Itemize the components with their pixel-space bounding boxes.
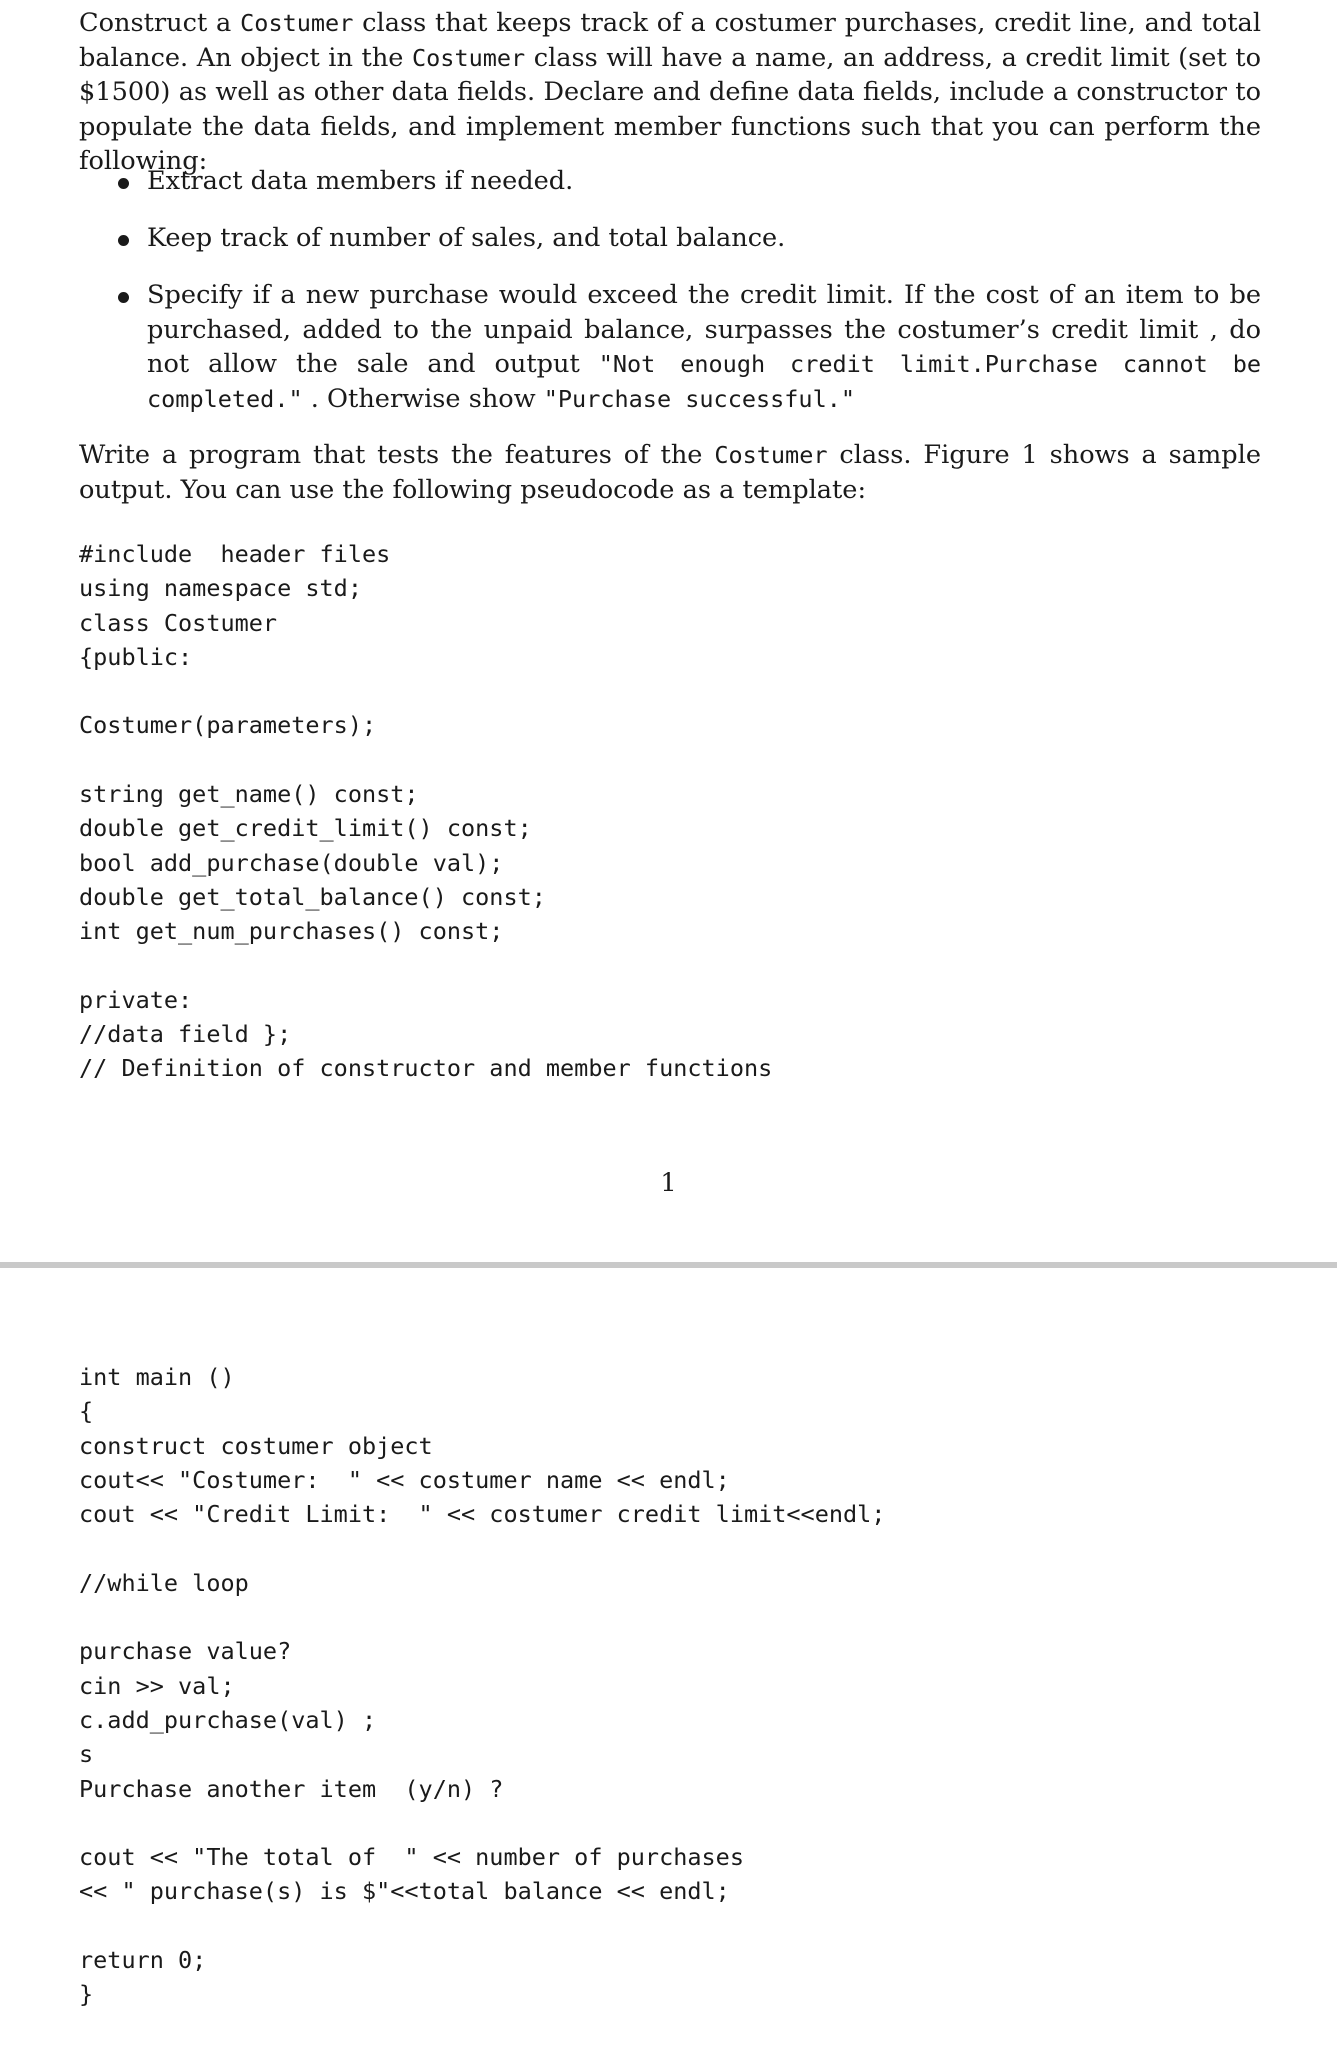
intro-class-name-2: Costumer: [412, 43, 526, 72]
page-two: [0, 1268, 1337, 2046]
bullet-dot-icon: [118, 235, 129, 246]
intro-paragraph: [79, 6, 1261, 179]
write-text-2: class. Figure 1 shows a sample output. You can use the following pseudocode as a template:: [79, 440, 1261, 505]
intro-text-1: Construct a: [79, 8, 241, 38]
bullet-text: Keep track of number of sales, and total balance.: [147, 223, 786, 253]
bullet-dot-icon: [118, 292, 129, 303]
page-number: 1: [660, 1168, 677, 1198]
intro-text-2: class that keeps track of a costumer purchases, credit line, and total balance. An object in the: [79, 8, 1262, 73]
bullet-item-track: [118, 221, 1261, 256]
bullet-text-mid: . Otherwise show: [302, 383, 544, 414]
class-pseudocode: #include header files using namespace std; class Costumer {public: Costumer(parameters); string get_name() const; double get_credit_limit() const; bool add_purchase(double val); double get_total_balance() const; int get_num_purchases() const; private: //data field }; // Definition of constructor and member functions: [79, 540, 773, 1083]
write-class-name: Costumer: [714, 441, 828, 469]
main-pseudocode: int main () { construct costumer object cout<< "Costumer: " << costumer name << endl; cout << "Credit Limit: " << costumer credit limit<<endl; //while loop purchase value? cin >> val; c.add_purchase(val) ; s Purchase another item (y/n) ? cout << "The total of " << number of purchases << " purchase(s) is $"<<total balance << endl; return 0; }: [79, 1363, 886, 2009]
write-text-1: Write a program that tests the features of the: [79, 440, 715, 470]
bullet-text: Specify if a new purchase would exceed the credit limit. If the cost of an item to be purchased, added to the unpaid balance, surpasses the costumer’s credit limit , do not allow the sale and output: [147, 280, 1261, 379]
success-message-code: "Purchase successful.": [543, 384, 856, 413]
intro-class-name-1: Costumer: [240, 9, 354, 37]
bullet-text: Extract data members if needed.: [147, 166, 574, 196]
bullet-item-credit-limit: [118, 278, 1261, 416]
write-program-paragraph: [79, 438, 1261, 507]
bullet-item-extract: [118, 164, 1261, 199]
bullet-dot-icon: [118, 178, 129, 189]
error-message-code: "Not enough credit limit.Purchase cannot be completed.": [147, 350, 1261, 413]
intro-text-3: class will have a name, an address, a credit limit (set to $1500) as well as other data fields. Declare and define data fields, include a constructor to populate the data fields, and implement member functions such that you can perform the following:: [79, 42, 1261, 176]
